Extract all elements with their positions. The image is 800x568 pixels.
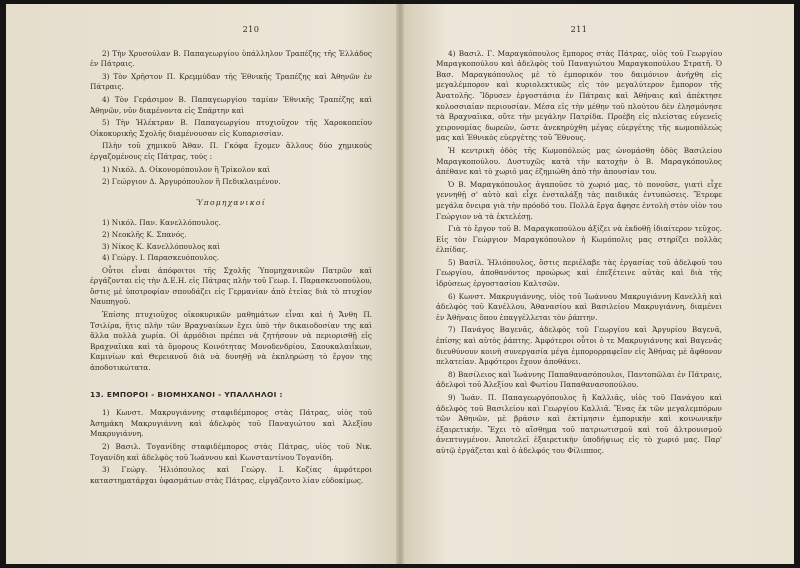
paragraph: Ὁ Β. Μαραγκόπουλος ἀγαποῦσε τὸ χωριό μας, τὸ πονοῦσε, γιατὶ εἶχε γεννηθῇ σ' αὐτὸ καὶ εἶχε ἐνσταλάξῃ τὰς παιδικάς ἐντυπώσεις. Ἔτρεφε μεγάλα ὄνειρα γιὰ τὴν πρόοδό του. Πολλὰ ἔργα ἄφησε ἐντολὴ στὸν υἱὸν του Γεώργιον νὰ τὰ ἐκτελέσῃ. xyxy=(436,179,722,221)
paragraph: 7) Πανάγος Βαγενᾶς, ἀδελφὸς τοῦ Γεωργίου καὶ Ἀργυρίου Βαγενᾶ, ἐπίσης καὶ αὐτὸς ῥάπτης. Ἀμφότεροι οὗτοι ὁ τε Μακρυγιάννης καὶ Βαγενᾶς διευθύνουν κοινὴ συνεργασία μέγα ἐμπορορραφεῖον εἰς Ἀθήνας μὲ ἄφθονον πελατείαν. Ἀμφότεροι ἔχουν ἀποθάνει. xyxy=(436,325,722,367)
list-item: 2) Νεοκλῆς Κ. Σπανός. xyxy=(102,229,187,239)
engineers-list xyxy=(90,218,372,263)
paragraph: 8) Βασίλειος καὶ Ἰωάννης Παπαθανασόπουλοι, Παντοπῶλαι ἐν Πάτραις, ἀδελφοὶ τοῦ Ἀλεξίου καὶ Φωτίου Παπαθανασοπούλου. xyxy=(436,369,722,390)
subsection-heading: Ὑπομηχανικοί xyxy=(196,197,266,207)
list-item: 4) Γεώργ. Ι. Παρασκευόπουλος. xyxy=(102,253,220,263)
paragraph: 9) Ἰωάν. Π. Παπαγεωργόπουλος ἢ Καλλιᾶς, υἱὸς τοῦ Πανάγου καὶ ἀδελφὸς τοῦ Βασιλείου καὶ Γεωργίου Καλλιᾶ. Ἕνας ἐκ τῶν μεγαλεμπόρων τῶν Ἀθηνῶν, μὲ βράσιν καὶ ἐκτίμησιν ἐμπορικὴν καὶ κοινωνικὴν ἐξαιρετικήν. Ἔχει τὸ αἴσθημα τοῦ πατριωτισμοῦ καὶ τοῦ ἀλτρουισμοῦ ἀνεπτυγμένον. Ἀποτελεῖ ἐξαιρετικὴν ὑποδήψιως εἰς τὸ χωριό μας. Παρ' αὐτῷ ἐργάζεται καὶ ὁ ἀδελφός του Φίλιππος. xyxy=(436,393,722,455)
paragraph: 1) Κωνστ. Μακρυγιάννης σταφιδέμπορος στὰς Πάτρας, υἱὸς τοῦ Ἀσημάκη Μακρυγιάννη καὶ ἀδελφὸς τοῦ Παναγιώτου καὶ Ἀλεξίου Μακρυγιάννη. xyxy=(90,408,372,439)
left-page xyxy=(6,4,400,564)
paragraph: Ἐπίσης πτυχιοῦχος οἰκοκυρικῶν μαθημάτων εἶναι καὶ ἡ Ἄνθη Π. Τσιλίρα, ἥτις πλὴν τῶν Βραχναιίκων ἔχει ὑπὸ τὴν δικαιοδοσίαν της καὶ ἄλλα πολλὰ χωρία. Οἱ ἁρμόδιοι πρέπει νὰ ζητήσουν νὰ περιορισθῇ εἰς Βραχναῖικα καὶ τὰ ὅμορους Κοινότητας Μονοδενδρίου, Σαουκαλαιΐκων, Καμινίων καὶ Θερειανοῦ διὰ νὰ δυνηθῇ νὰ ἐκπληρώσῃ τὸ ἔργον της ἀποδοτικώτατα. xyxy=(90,310,372,373)
paragraph: 5) Τὴν Ἠλέκτραν Β. Παπαγεωργίου πτυχιοῦχον τῆς Χαροκοπείου Οἰκοκυρικῆς Σχολῆς διαμένουσαν εἰς Κυπαρισσίαν. xyxy=(90,118,372,138)
list-item: 3) Νίκος Κ. Κανελλόπουλος καὶ xyxy=(102,241,221,251)
page-number-right: 211 xyxy=(570,24,588,34)
paragraph: 2) Τὴν Χρυσούλαν Β. Παπαγεωργίου ὑπάλληλον Τραπέζης τῆς Ἑλλάδος ἐν Πάτραις. xyxy=(90,48,372,69)
paragraph: 2) Βασιλ. Τογανίδης σταφιδέμπορος στὰς Πάτρας, υἱὸς τοῦ Νικ. Τογανίδη καὶ ἀδελφὸς τοῦ Ἰωάννου καὶ Κωνσταντίνου Τογανίδη. xyxy=(90,442,372,462)
paragraph: 4) Βασιλ. Γ. Μαραγκόπουλος ἔμπορος στὰς Πάτρας, υἱὸς τοῦ Γεωργίου Μαραγκοπούλου καὶ ἀδελφὸς τοῦ Παναγιώτου Μαραγκοπούλου Στρατῆ. Ὁ Βασ. Μαραγκόπουλος μὲ τὸ ἐμπορικόν του δαιμόνιον ἀνήχθη εἰς μεγαλέμπορον καὶ κυριολεκτικῶς εἰς τὸν μεγαλύτερον ἔμπορον τῆς Ἀνατολῆς. Ἵδρυσεν ἐργοστάσια ἐν Πάτραις καὶ Ἀθήναις καὶ ἀπέκτησε κολοσσιαίαν περιουσίαν. Μέσα εἰς τὴν μέθην τοῦ πλούτου δὲν ἐλησμόνησε τὰ Βραχναῖικα, οὔτε τὴν μεγάλην Πατρίδα. Προέβη εἰς πλείστας εὐγενεῖς χειρονομίας δωρεῶν, ὥστε ἀνεκηρύχθη μέγας εὐεργέτης τῆς κωμοπόλεώς μας καὶ Ἐθνικὸς εὐεργέτης τοῦ Ἔθνους. xyxy=(436,48,722,143)
right-page xyxy=(400,4,794,564)
paragraph: 2) Γεώργιον Δ. Ἀργυρόπουλον ἢ Πεδικλαιμένον. xyxy=(102,177,281,187)
book-spread xyxy=(6,4,794,564)
book-gutter xyxy=(396,4,404,564)
paragraph: 3) Τὸν Χρῆστον Π. Κρεμμύδαν τῆς Ἐθνικῆς Τραπέζης καὶ Ἀθηνῶν ἐν Πάτραις. xyxy=(90,71,372,92)
section-title: 13. ΕΜΠΟΡΟΙ - ΒΙΟΜΗΧΑΝΟΙ - ΥΠΑΛΛΗΛΟΙ : xyxy=(90,389,283,399)
paragraph: Οὗτοι εἶναι ἀπόφοιτοι τῆς Σχολῆς Ὑπομηχανικῶν Πατρῶν καὶ ἐργάζονται εἰς τὴν Δ.Ε.Η. εἰς Πάτρας πλὴν τοῦ Γεωρ. Ι. Παρασκευοπούλου, ὅστις μὲ ὑποτροφίαν σπουδάζει εἰς Γερμανίαν ἀπὸ ἐτείας διὰ τὸ πτυχίον Ναυπηγοῦ. xyxy=(90,265,372,307)
paragraph: 6) Κωνστ. Μακρυγιάννης, υἱὸς τοῦ Ἰωάννου Μακρυγιάννη Κανελλῆ καὶ ἀδελφὸς τοῦ Κανέλλου, Ἀθανασίου καὶ Βασιλείου Μακρυγιάννη, διαμένει ἐν Ἀθήναις ὅπου ἐπαγγέλλεται τὸν ῥάπτην. xyxy=(436,291,722,322)
paragraph: Γιὰ τὸ ἔργον τοῦ Β. Μαραγκοπούλου ἀξίζει νὰ ἐκδοθῇ ἰδιαίτερον τεῦχος. Εἰς τὸν Γεώργιον Μαραγκόπουλον ἡ Κωμόπολις μας στηρίζει πολλὰς ἐλπίδας. xyxy=(436,224,722,255)
paragraph: Πλὴν τοῦ χημικοῦ Ἀθαν. Π. Γκόφα ἔχομεν ἄλλους δύο χημικοὺς ἐργαζομένους εἰς Πάτρας, τούς : xyxy=(90,141,372,161)
paragraph: 5) Βασίλ. Ἠλιόπουλος, ὅστις περιέλαβε τὰς ἐργασίας τοῦ ἀδελφοῦ του Γεωργίου, ἀποθανόντος προώρως καὶ ἐπεξέτεινε αὐτὰς καὶ διὰ τῆς ἱδρύσεως ἐργοστασίου Καλτσῶν. xyxy=(436,257,722,289)
paragraph: 4) Τὸν Γεράσιμον Β. Παπαγεωργίου ταμίαν Ἐθνικῆς Τραπέζης καὶ Ἀθηνῶν, νῦν διαμένοντα εἰς Σπάρτην καὶ xyxy=(90,94,372,115)
paragraph: Ἡ κεντρικὴ ὁδὸς τῆς Κωμοπόλεώς μας ὠνομάσθη ὁδὸς Βασιλείου Μαραγκοπούλου. Δυστυχῶς κατὰ τὴν κατοχὴν ὁ Β. Μαραγκόπουλος ἀπέθανε καὶ τὸ χωριό μας ἐζημιώθη ἀπὸ τὴν ἀπουσίαν του. xyxy=(436,145,722,177)
paragraph: 3) Γεώργ. Ἠλιόπουλος καὶ Γεώργ. Ι. Κοζίας ἀμφότεροι καταστηματάρχαι ὑφασμάτων στὰς Πάτρας, εἰργάζοντο λίαν εὐδοκίμως. xyxy=(90,465,372,485)
list-item: 1) Νικόλ. Παν. Κανελλόπουλος. xyxy=(102,218,221,228)
page-number-left: 210 xyxy=(242,24,260,34)
paragraph: 1) Νικόλ. Δ. Οἰκονομόπουλον ἢ Τρίκολον καὶ xyxy=(102,164,271,174)
